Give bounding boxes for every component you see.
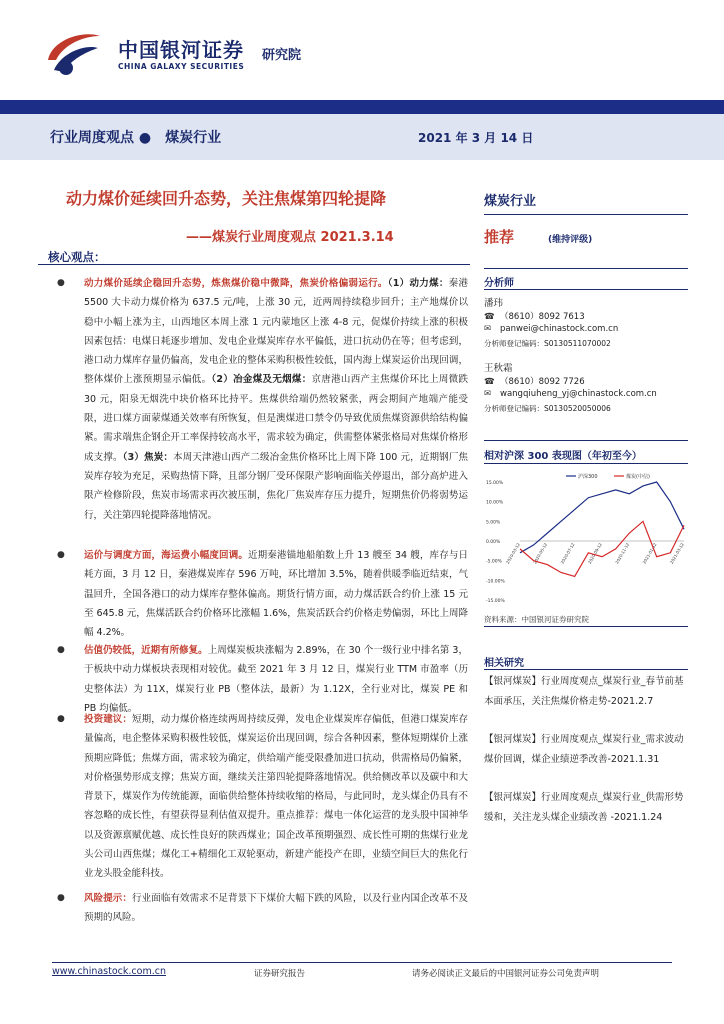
divider bbox=[484, 289, 688, 290]
related-research-item[interactable]: 【银河煤炭】行业周度观点_煤炭行业_需求波动煤价回调，煤企业绩逆季改善-2021.1.31 bbox=[484, 734, 684, 765]
bullet-icon: ● bbox=[57, 645, 65, 655]
core-view-paragraph bbox=[84, 274, 468, 525]
paragraph-subheading: （1）动力煤： bbox=[387, 278, 449, 289]
bullet-icon: ● bbox=[57, 278, 65, 288]
core-view-paragraph bbox=[84, 710, 468, 884]
brand-english-name: CHINA GALAXY SECURITIES bbox=[118, 62, 245, 71]
divider bbox=[484, 626, 688, 627]
analyst-heading: 分析师 bbox=[484, 278, 514, 289]
analyst-name: 王秋霜 bbox=[484, 363, 513, 374]
footer-divider bbox=[52, 962, 672, 963]
report-subtitle: ——煤炭行业周度观点 2021.3.14 bbox=[186, 230, 394, 245]
paragraph-lead: 投资建议： bbox=[84, 714, 133, 725]
x-tick-label: 2020-07-12 bbox=[559, 542, 576, 565]
y-tick-label: -15.00% bbox=[486, 599, 505, 604]
paragraph-lead: 估值仍较低，近期有所修复。 bbox=[84, 645, 208, 656]
analyst-registration: 分析师登记编码：S0130520050006 bbox=[484, 404, 611, 413]
report-date: 2021 年 3 月 14 日 bbox=[418, 131, 534, 145]
analyst-email-text[interactable]: wangqiuheng_yj@chinastock.com.cn bbox=[500, 389, 657, 399]
divider bbox=[484, 440, 688, 441]
y-tick-label: 10.00% bbox=[486, 500, 504, 506]
divider bbox=[484, 214, 688, 215]
core-views-heading: 核心观点： bbox=[48, 250, 106, 264]
y-tick-label: -5.00% bbox=[486, 559, 502, 565]
legend-label: 沪深300 bbox=[578, 474, 598, 480]
sidebar-industry: 煤炭行业 bbox=[484, 194, 537, 209]
mail-icon: ✉ bbox=[484, 324, 492, 334]
paragraph-subheading: （3）焦炭： bbox=[122, 451, 174, 463]
series-line bbox=[520, 482, 684, 553]
paragraph-text: 京唐港山西产主焦煤价环比上周微跌 30 元，阳泉无烟洗中块价格环比持平。焦煤供给端仍然较紧张，两会期间产地端产能受限，进口煤方面蒙煤通关效率有所恢复，但是澳煤进口禁令仍导致优质焦煤资源供给结构偏紧。需求端焦企钢企开工率保持较高水平，需求较为确定，供需整体紧张格局对焦煤价格形成支撑。 bbox=[84, 374, 468, 463]
paragraph-lead: 动力煤价延续企稳回升态势，炼焦煤价稳中微降，焦炭价格偏弱运行。 bbox=[84, 278, 388, 289]
paragraph-text: 秦港 5500 大卡动力煤价格为 637.5 元/吨，上涨 30 元，近两周持续稳步回升；主产地煤价以稳中小幅上涨为主，山西地区本周上涨 1 元内蒙地区上涨 4-8 元，促煤价持续上涨的积极因素包括：电煤日耗逐步增加、发电企业煤炭库存水平偏低，进口抗动仍在等；但考虑到，港口动力煤库存量仍偏高，发电企业的整体采购积极性较低，国内海上煤炭运价出现回调，整体煤价上涨预期显示偏低。 bbox=[84, 278, 468, 386]
paragraph-lead: 运价与调度方面，海运费小幅度回调。 bbox=[84, 550, 248, 561]
x-tick-label: 2020-05-12 bbox=[532, 542, 549, 565]
x-tick-label: 2020-09-12 bbox=[586, 542, 603, 565]
analyst-phone bbox=[484, 310, 585, 322]
paragraph-text: 行业面临有效需求不足背景下下煤价大幅下跌的风险，以及行业内国企改革不及预期的风险。 bbox=[84, 893, 468, 924]
footer-disclaimer: 请务必阅读正文最后的中国银河证券公司免责声明 bbox=[412, 969, 600, 979]
phone-icon: ☎ bbox=[484, 377, 495, 387]
core-view-paragraph bbox=[84, 889, 468, 928]
divider bbox=[484, 463, 688, 464]
related-research-item[interactable]: 【银河煤炭】行业周度观点_煤炭行业_供需形势缓和，关注龙头煤企业绩改善 -2021.1.24 bbox=[484, 792, 684, 823]
x-tick-label: 2021-03-12 bbox=[668, 542, 685, 565]
brand-department: 研究院 bbox=[262, 48, 302, 63]
paragraph-text: 上周煤炭板块涨幅为 2.89%，在 30 个一级行业中排名第 3，于板块中动力煤板块表现相对较优。截至 2021 年 3 月 12 日，煤炭行业 TTM 市盈率（历史整体法）为 11X，煤炭行业 PB（整体法，最新）为 1.12X，全行业对比，煤炭 PE 和 PB 均偏低。 bbox=[84, 645, 468, 714]
y-tick-label: 15.00% bbox=[486, 481, 504, 486]
paragraph-text: 短期，动力煤价格连续两周持续反弹，发电企业煤炭库存偏低，但港口煤炭库存量偏高，电企整体采购积极性较低，煤炭运价出现回调，综合各种因素，整体短期煤价上涨预期应降低；焦煤方面，需求较为确定，供给端产能受限叠加进口抗动，供需格局仍偏紧，对价格强势形成支撑；焦炭方面，继续关注第四轮提降落地情况。供给侧改革以及碳中和大背景下，煤炭作为传统能源，面临供给整体持续收缩的格局，与此同时，龙头煤企仍具有不容忽略的成长性，有望获得显利估值双提升。重点推荐：煤电一体化运营的龙头股中国神华以及资源禀赋优越、成长性良好的陕西煤业；国企改革预期强烈、成长性可期的焦煤行业龙头公司山西焦煤；煤化工+精细化工双轮驱动，新建产能投产在即，业绩空间巨大的焦化行业龙头股金能科技。 bbox=[84, 714, 468, 880]
brand-name: 中国银河证券 bbox=[118, 38, 244, 62]
y-tick-label: 5.00% bbox=[486, 520, 501, 526]
core-view-paragraph bbox=[84, 641, 468, 718]
relative-performance-chart bbox=[484, 468, 690, 613]
paragraph-lead: 风险提示： bbox=[84, 893, 133, 904]
report-type-label: 行业周度观点 ● 煤炭行业 bbox=[50, 130, 222, 146]
header-bar bbox=[0, 100, 724, 114]
y-tick-label: -10.00% bbox=[486, 579, 505, 585]
analyst-phone bbox=[484, 375, 585, 387]
x-tick-label: 2021-01-12 bbox=[641, 542, 658, 565]
analyst-phone-text: （8610）8092 7613 bbox=[500, 312, 585, 322]
paragraph-text: 本周天津港山西产二级冶金焦价格环比上周下降 100 元，近期钢厂焦炭库存较为充足，采购热情下降，且部分钢厂受环保限产影响面临关停退出，部分高炉进入限产检修阶段，焦炭市场需求再次被压制，焦化厂焦炭库存压力提升，短期焦价仍将弱势运行，关注第四轮提降落地情况。 bbox=[84, 451, 468, 521]
legend-label: 煤炭(中信) bbox=[626, 474, 650, 480]
phone-icon: ☎ bbox=[484, 312, 495, 322]
rating-note: (维持评级) bbox=[548, 235, 593, 245]
analyst-email[interactable] bbox=[484, 324, 618, 334]
bullet-icon: ● bbox=[57, 714, 65, 724]
analyst-email[interactable] bbox=[484, 389, 657, 399]
rating: 推荐 bbox=[484, 228, 515, 246]
divider bbox=[38, 264, 470, 265]
galaxy-logo-icon bbox=[42, 30, 104, 78]
y-tick-label: 0.00% bbox=[486, 540, 501, 545]
chart-title: 相对沪深 300 表现图（年初至今） bbox=[484, 451, 642, 462]
x-tick-label: 2020-11-12 bbox=[614, 542, 631, 565]
paragraph-subheading: （2）冶金煤及无烟煤： bbox=[211, 374, 312, 386]
related-research-item[interactable]: 【银河煤炭】行业周度观点_煤炭行业_春节前基本面承压，关注焦煤价格走势-2021.2.7 bbox=[484, 676, 684, 707]
analyst-email-text[interactable]: panwei@chinastock.com.cn bbox=[500, 324, 619, 334]
footer-report-type: 证券研究报告 bbox=[254, 969, 306, 979]
bullet-icon: ● bbox=[57, 893, 65, 903]
paragraph-text: 近期秦港锚地船舶数上升 13 艘至 34 艘，库存与日耗方面，3 月 12 日，秦港煤炭库存 596 万吨，环比增加 3.5%，随着供暖季临近结束，气温回升，全国各港口的动力煤库存整体偏高。期货行情方面，动力煤活跃合约价上涨 15 元至 645.8 元，焦煤活跃合约价格环比涨幅 1.6%，焦炭活跃合约价格走势偏弱，环比上周降幅 4.2%。 bbox=[84, 550, 468, 639]
mail-icon: ✉ bbox=[484, 389, 492, 399]
bullet-icon: ● bbox=[57, 550, 65, 560]
analyst-name: 潘玮 bbox=[484, 298, 504, 309]
report-title: 动力煤价延续回升态势，关注焦煤第四轮提降 bbox=[66, 189, 387, 208]
core-view-paragraph bbox=[84, 546, 468, 642]
x-tick-label: 2020-03-12 bbox=[504, 542, 521, 565]
analyst-registration: 分析师登记编码：S0130511070002 bbox=[484, 339, 611, 348]
analyst-phone-text: （8610）8092 7726 bbox=[500, 377, 585, 387]
related-research-heading: 相关研究 bbox=[484, 658, 524, 669]
footer-website-link[interactable]: www.chinastock.com.cn bbox=[52, 966, 166, 977]
divider bbox=[484, 669, 688, 670]
chart-source: 资料来源：中国银河证券研究院 bbox=[484, 615, 589, 624]
divider bbox=[484, 268, 688, 269]
